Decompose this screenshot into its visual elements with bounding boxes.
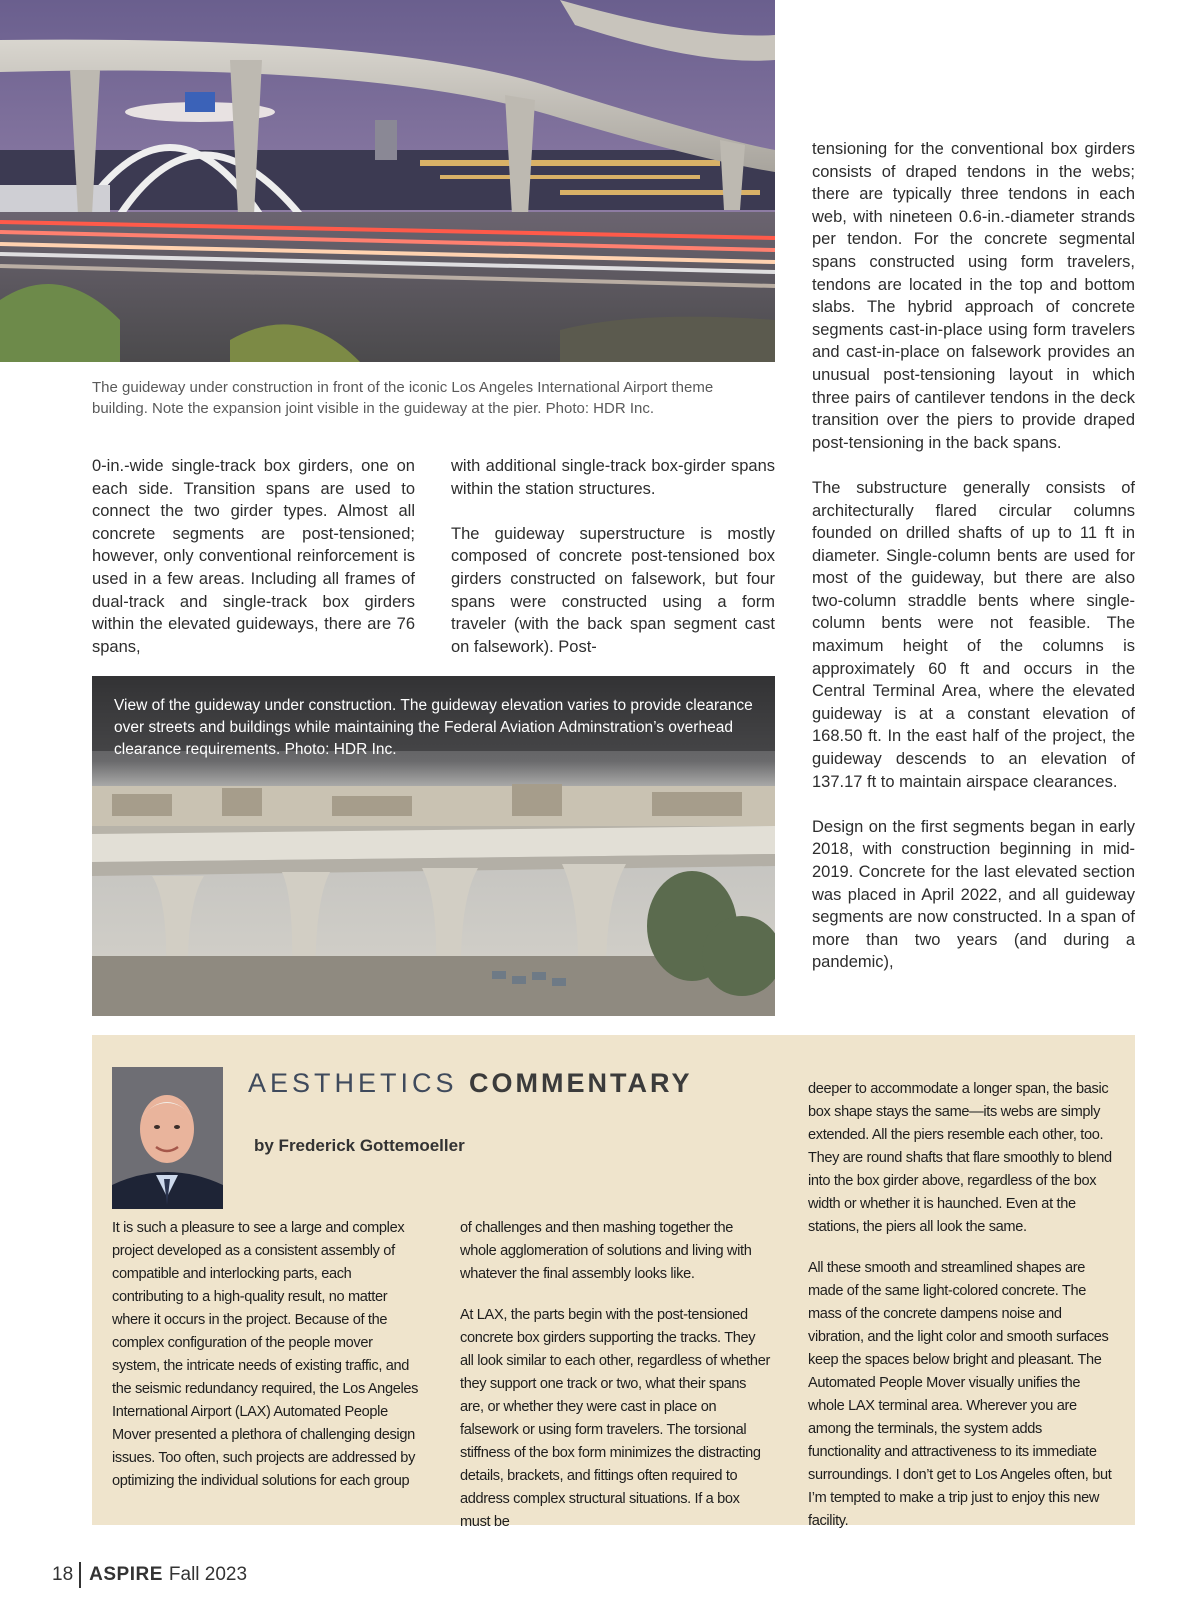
article-column-3: [812, 138, 1135, 974]
lax-theme-building-photo: [0, 0, 775, 362]
commentary-paragraph: deeper to accommodate a longer span, the basic box shape stays the same—its webs are simply extended. All the piers resemble each other, too. They are round shafts that flare smoothly to blend into the box girder above, regardless of the box width or whether it is haunched. Even at the stations, the piers all look the same.: [808, 1081, 1112, 1235]
article-paragraph: tensioning for the conventional box girders consists of draped tendons in the webs; there are typically three tendons in each web, with nineteen 0.6-in.-diameter strands per tendon. For the concrete segmental spans constructed using form travelers, tendons are located in the top and bottom slabs. The hybrid approach of concrete segments cast-in-place using form travelers and cast-in-place on falsework provides an unusual post-tensioning layout in which three pairs of cantilever tendons in the deck transition over the piers to provide draped post-tensioning in the back spans.: [812, 140, 1135, 452]
article-paragraph: 0-in.-wide single-track box girders, one on each side. Transition spans are used to connect the two girder types. Almost all concrete segments are post-tensioned; however, only conventional reinforcement is used in a few areas. Including all frames of dual-track and single-track box girders within the elevated guideways, there are 76 spans,: [92, 457, 415, 656]
commentary-paragraph: of challenges and then mashing together the whole agglomeration of solutions and living with whatever the final assembly looks like.: [460, 1220, 752, 1282]
commentary-column-2: [460, 1217, 770, 1534]
commentary-column-1: [112, 1217, 422, 1493]
magazine-name: ASPIRE: [89, 1564, 163, 1585]
commentary-paragraph: All these smooth and streamlined shapes are made of the same light-colored concrete. The mass of the concrete dampens noise and vibration, and the light color and smooth surfaces keep the spaces below bright and pleasant. The Automated People Mover visually unifies the whole LAX terminal area. Wherever you are among the terminals, the system adds functionality and attractiveness to its immediate surroundings. I don’t get to Los Angeles often, but I’m tempted to make a trip just to enjoy this new facility.: [808, 1260, 1112, 1529]
footer-divider: [79, 1562, 81, 1588]
article-paragraph: The substructure generally consists of architecturally flared circular columns founded on drilled shafts of up to 11 ft in diameter. Single-column bents are used for most of the guideway, but there are also two-column straddle bents where single-column bents were not feasible. The maximum height of the columns is approximately 60 ft and occurs in the Central Terminal Area, where the elevated guideway is at a constant elevation of 168.50 ft. In the east half of the project, the guideway descends to an elevation of 137.17 ft to maintain airspace clearances.: [812, 478, 1135, 791]
article-column-2: [451, 455, 775, 658]
page-footer: [52, 1562, 247, 1588]
mid-photo-caption: View of the guideway under construction. The guideway elevation varies to provide clearance over streets and buildings while maintaining the Federal Aviation Adminstration’s overhead clearance requirements. Photo: HDR Inc.: [114, 697, 753, 758]
commentary-paragraph: It is such a pleasure to see a large and complex project developed as a consistent assembly of compatible and interlocking parts, each contributing to a high-quality result, no matter where it occurs in the project. Because of the complex configuration of the people mover system, the intricate needs of existing traffic, and the seismic redundancy required, the Los Angeles International Airport (LAX) Automated People Mover presented a plethora of challenging design issues. Too often, such projects are addressed by optimizing the individual solutions for each group: [112, 1220, 419, 1489]
article-paragraph: with additional single-track box-girder spans within the station structures.: [451, 457, 775, 498]
commentary-column-3: [808, 1078, 1118, 1533]
author-portrait: [112, 1067, 223, 1209]
issue-label: Fall 2023: [168, 1564, 248, 1585]
article-paragraph: Design on the first segments began in early 2018, with construction beginning in mid-2019. Concrete for the last elevated section was placed in April 2022, and all guideway segments are now constructed. In a span of more than two years (and during a pandemic),: [812, 817, 1135, 972]
commentary-heading-bold: COMMENTARY: [469, 1068, 693, 1098]
top-photo-caption: The guideway under construction in front of the iconic Los Angeles International Airport theme building. Note the expansion joint visible in the guideway at the pier. Photo: HDR Inc.: [92, 379, 714, 417]
commentary-heading: [248, 1068, 693, 1099]
article-column-1: [92, 455, 415, 658]
commentary-paragraph: At LAX, the parts begin with the post-tensioned concrete box girders supporting the tracks. They all look similar to each other, regardless of whether they support one track or two, what their spans are, or whether they were cast in place on falsework or using form travelers. The torsional stiffness of the box form minimizes the distracting details, brackets, and fittings often required to address complex structural situations. If a box must be: [460, 1307, 770, 1530]
page-number: 18: [52, 1564, 74, 1585]
commentary-byline: by Frederick Gottemoeller: [254, 1136, 465, 1155]
commentary-heading-light: AESTHETICS: [248, 1068, 458, 1098]
article-paragraph: The guideway superstructure is mostly composed of concrete post-tensioned box girders constructed on falsework, but four spans were constructed using a form traveler (with the back span segment cast on falsework). Post-: [451, 524, 775, 656]
